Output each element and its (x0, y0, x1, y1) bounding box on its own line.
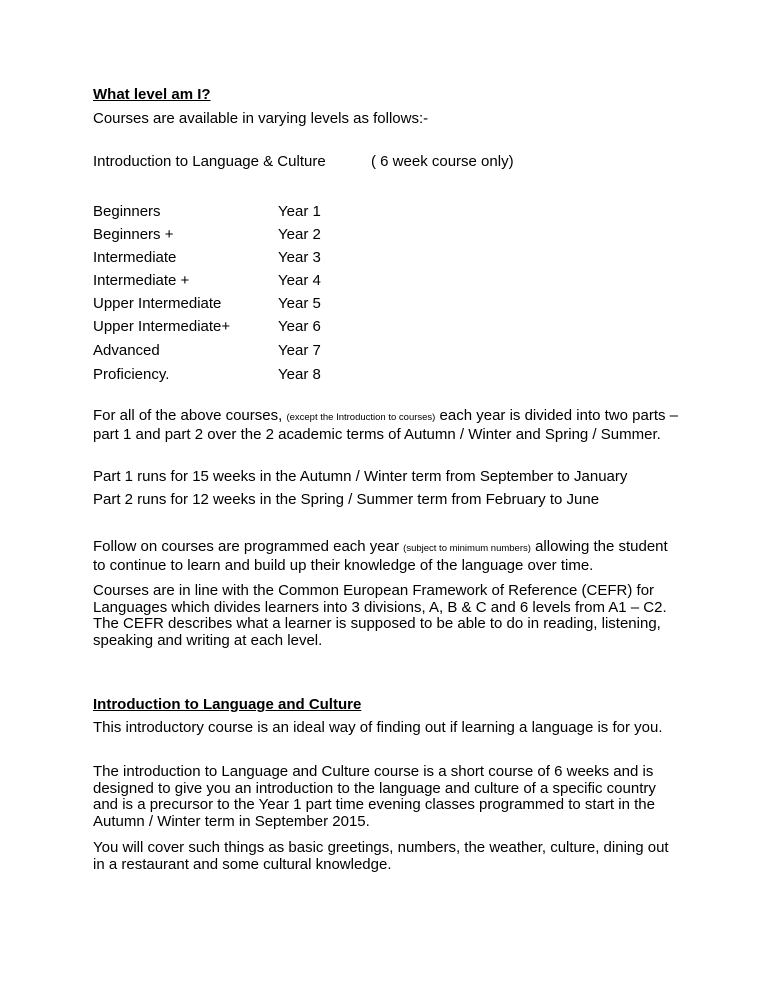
paragraph-course-structure (93, 408, 683, 443)
level-year: Year 1 (278, 203, 321, 220)
intro-line: Courses are available in varying levels as follows:- (93, 110, 429, 127)
level-year: Year 7 (278, 342, 321, 359)
level-year: Year 6 (278, 318, 321, 335)
paragraph-cefr: Courses are in line with the Common European Framework of Reference (CEFR) for Languages which divides learners into 3 divisions, A, B & C and 6 levels from A1 – C2. The CEFR describes what a learner is supposed to be able to do in reading, listening, speaking and writing at each level. (93, 582, 667, 649)
level-name: Proficiency. (93, 366, 170, 383)
level-year: Year 5 (278, 295, 321, 312)
section-heading-intro: Introduction to Language and Culture (93, 696, 362, 713)
level-year: Year 3 (278, 249, 321, 266)
paragraph-text: Follow on courses are programmed each year (93, 538, 399, 555)
level-name: Intermediate + (93, 272, 190, 289)
level-year: Year 4 (278, 272, 321, 289)
level-name: Upper Intermediate+ (93, 318, 231, 335)
part1-line: Part 1 runs for 15 weeks in the Autumn / Winter term from September to January (93, 468, 628, 485)
paragraph-follow-on (93, 539, 683, 574)
section-heading-level: What level am I? (93, 86, 211, 103)
level-name: Intermediate (93, 249, 177, 266)
level-year: Year 2 (278, 226, 321, 243)
paragraph-note-small: (subject to minimum numbers) (403, 543, 531, 554)
paragraph-intro-topics: You will cover such things as basic greetings, numbers, the weather, culture, dining out in a restaurant and some cultural knowledge. (93, 839, 669, 873)
level-name: Upper Intermediate (93, 295, 222, 312)
paragraph-intro-description: The introduction to Language and Culture course is a short course of 6 weeks and is designed to give you an introduction to the language and culture of a specific country and is a precursor to the Year 1 part time evening classes programmed to start in the Autumn / Winter term in September 2015. (93, 763, 656, 830)
level-year: Year 8 (278, 366, 321, 383)
paragraph-text: For all of the above courses, (93, 407, 283, 424)
paragraph-text: each year is divided into two parts – part 1 and part 2 over the 2 academic terms of Autumn / Winter and Spring / Summer. (93, 407, 678, 443)
intro-course-name: Introduction to Language & Culture (93, 153, 326, 170)
intro-course-note: ( 6 week course only) (371, 153, 514, 170)
paragraph-intro-ideal: This introductory course is an ideal way of finding out if learning a language is for you. (93, 719, 663, 736)
paragraph-note-small: (except the Introduction to courses) (286, 412, 436, 423)
part2-line: Part 2 runs for 12 weeks in the Spring / Summer term from February to June (93, 491, 600, 508)
level-name: Beginners (93, 203, 161, 220)
level-name: Beginners + (93, 226, 174, 243)
level-name: Advanced (93, 342, 160, 359)
paragraph-text: allowing the student to continue to learn and build up their knowledge of the language over time. (93, 538, 668, 574)
